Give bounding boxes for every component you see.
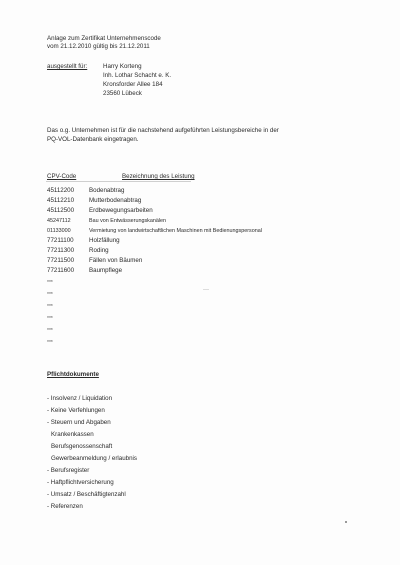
issuer-line: Inh. Lothar Schacht e. K. (103, 72, 172, 79)
scan-dot (203, 289, 209, 290)
issuer-line: Harry Korteng (103, 63, 142, 70)
header-line-1: Anlage zum Zertifikat Unternehmenscode (47, 35, 161, 42)
intro-line-2: PQ-VOL-Datenbank eingetragen. (47, 136, 139, 143)
table-row-desc: Roding (89, 247, 109, 254)
document-item: - Berufsregister (47, 467, 90, 474)
table-row-desc: Baumpflege (89, 267, 123, 274)
issuer-line: Kronsforder Allee 184 (103, 81, 163, 88)
table-row-desc: Bodenabtrag (89, 187, 125, 194)
table-row-code: 77211500 (47, 257, 75, 264)
table-row-code: 77211600 (47, 267, 75, 274)
table-row-code: 77211300 (47, 247, 75, 254)
document-item: - Referenzen (47, 503, 83, 510)
issuer-line: 23560 Lübeck (103, 90, 142, 97)
document-item: - Steuern und Abgaben (47, 419, 111, 426)
document-item: - Keine Verfehlungen (47, 407, 105, 414)
table-header-code: CPV-Code (47, 173, 77, 180)
document-item: Krankenkassen (51, 431, 94, 438)
table-row-desc: Mutterbodenabtrag (89, 197, 142, 204)
header-line-2: vom 21.12.2010 gültig bis 21.12.2011 (47, 43, 150, 50)
table-row-desc: Erdbewegungsarbeiten (89, 207, 153, 214)
table-row-desc: Bau von Entwässerungskanälen (89, 218, 167, 224)
table-row-code: 77211100 (47, 237, 74, 244)
empty-row-marker: *** (47, 292, 53, 298)
scan-dot (345, 521, 347, 523)
table-row-code: 45112210 (47, 197, 75, 204)
table-header-desc: Bezeichnung des Leistung (122, 173, 195, 180)
table-row-desc: Vermietung von landwirtschaftlichen Maschinen mit Bedienungspersonal (89, 228, 262, 234)
table-row-code: 01133000 (47, 228, 71, 234)
table-row-code: 45247112 (47, 218, 71, 224)
issuer-label: ausgestellt für: (47, 63, 88, 70)
table-row-desc: Holzfällung (89, 237, 120, 244)
document-item: - Haftpflichtversicherung (47, 479, 114, 486)
document-item: Gewerbeanmeldung / erlaubnis (51, 455, 137, 462)
table-row-desc: Fällen von Bäumen (89, 257, 143, 264)
intro-line-1: Das o.g. Unternehmen ist für die nachstehend aufgeführten Leistungsbereiche in der (47, 127, 279, 134)
empty-row-marker: *** (47, 280, 53, 286)
document-item: Berufsgenossenschaft (51, 443, 113, 450)
table-row-code: 45112500 (47, 207, 75, 214)
empty-row-marker: *** (47, 340, 53, 346)
document-item: - Umsatz / Beschäftigtenzahl (47, 491, 126, 498)
empty-row-marker: *** (47, 304, 53, 310)
table-row-code: 45112200 (47, 187, 75, 194)
documents-title: Pflichtdokumente (47, 371, 99, 378)
empty-row-marker: *** (47, 316, 53, 322)
table-header-rule (46, 181, 191, 182)
empty-row-marker: *** (47, 328, 53, 334)
document-item: - Insolvenz / Liquidation (47, 395, 113, 402)
